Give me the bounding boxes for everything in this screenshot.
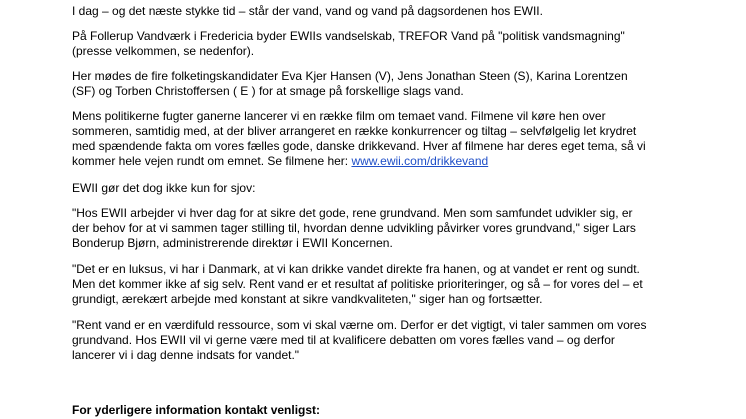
text-line: grundvand. Hos EWII vil vi gerne være med til at kvalificere debatten om vores fælles vand – og derfor bbox=[72, 333, 615, 347]
contact-heading: For yderligere information kontakt venligst: bbox=[72, 403, 321, 417]
text-line: (SF) og Torben Christoffersen ( E ) for at smage på forskellige slags vand. bbox=[72, 84, 464, 98]
text-line: (presse velkommen, se nedenfor). bbox=[72, 44, 255, 58]
event-paragraph bbox=[72, 29, 625, 59]
text-line: "Rent vand er en værdifuld ressource, som vi skal værne om. Derfor er det vigtigt, vi taler sammen om vores bbox=[72, 318, 647, 332]
text-line: lancerer vi i dag denne indsats for vandet." bbox=[72, 348, 300, 362]
candidates-paragraph bbox=[72, 69, 628, 99]
text-line: På Follerup Vandværk i Fredericia byder EWIIs vandselskab, TREFOR Vand på "politisk vandsmagning" bbox=[72, 29, 625, 43]
text-line bbox=[72, 154, 646, 169]
text-line: Men det kommer ikke af sig selv. Rent vand er et resultat af politiske prioriteringer, og så – for vores del – et bbox=[72, 277, 643, 291]
text-line: Mens politikerne fugter ganerne lancerer vi en række film om temaet vand. Filmene vil køre hen over bbox=[72, 109, 606, 123]
text-line: I dag – og det næste stykke tid – står der vand, vand og vand på dagsordenen hos EWII. bbox=[72, 4, 543, 18]
intro-paragraph bbox=[72, 4, 543, 19]
text-line: grundigt, ærekært arbejde med konstant at sikre vandkvaliteten," siger han og fortsætter. bbox=[72, 292, 543, 306]
text-line: med spændende fakta om vores fælles gode, danske drikkevand. Hver af filmene har deres eget tema, så vi bbox=[72, 139, 646, 153]
drikkevand-link[interactable]: www.ewii.com/drikkevand bbox=[351, 154, 489, 168]
text-line: EWII gør det dog ikke kun for sjov: bbox=[72, 181, 256, 195]
text-line: "Det er en luksus, vi har i Danmark, at vi kan drikke vandet direkte fra hanen, og at vandet er rent og sundt. bbox=[72, 262, 640, 276]
transition-paragraph bbox=[72, 181, 255, 196]
text-line: der behov for at vi sammen tager stilling til, hvordan denne udvikling påvirker vores grundvand," siger Lars bbox=[72, 221, 636, 235]
text-line: "Hos EWII arbejder vi hver dag for at sikre det gode, rene grundvand. Men som samfundet udvikler sig, er bbox=[72, 206, 633, 220]
quote-paragraph-3 bbox=[72, 318, 646, 363]
text-segment: kommer hele vejen rundt om emnet. Se filmene her: bbox=[72, 154, 352, 168]
quote-paragraph-2 bbox=[72, 262, 643, 307]
text-line: sommeren, samtidig med, at der bliver arrangeret en række konkurrencer og tiltag – selvfølgelig let krydret bbox=[72, 124, 637, 138]
quote-paragraph-1 bbox=[72, 206, 636, 251]
text-line: Her mødes de fire folketingskandidater Eva Kjer Hansen (V), Jens Jonathan Steen (S), Karina Lorentzen bbox=[72, 69, 628, 83]
text-line: Bonderup Bjørn, administrerende direktør i EWII Koncernen. bbox=[72, 236, 393, 250]
films-paragraph bbox=[72, 109, 646, 169]
